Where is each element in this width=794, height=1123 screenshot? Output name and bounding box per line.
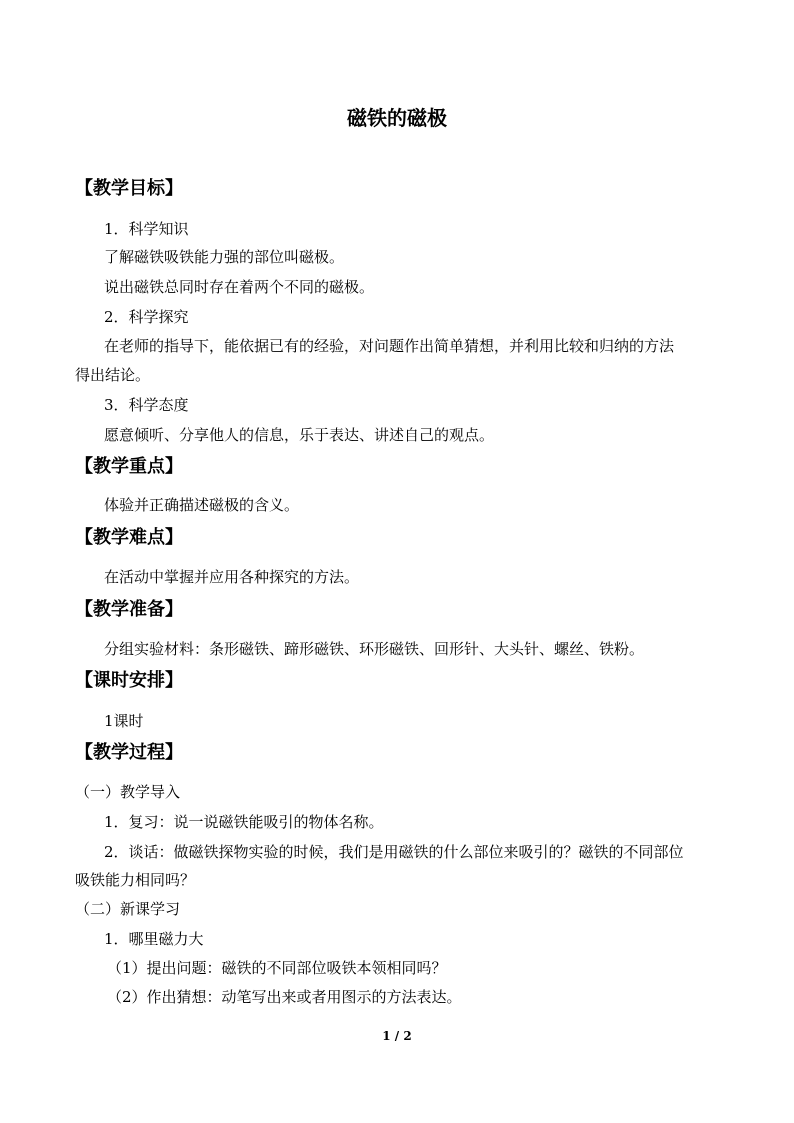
objective-inquiry-label: 2．科学探究 [104,308,189,326]
objective-knowledge-1: 了解磁铁吸铁能力强的部位叫磁极。 [104,248,345,266]
process-s2-sub-2: （2）作出猜想：动笔写出来或者用图示的方法表达。 [107,988,462,1006]
process-s2-item-1: 1．哪里磁力大 [104,930,204,948]
objective-knowledge-2: 说出磁铁总同时存在着两个不同的磁极。 [104,278,375,296]
process-s1-item-1: 1．复习：说一说磁铁能吸引的物体名称。 [104,813,384,831]
heading-schedule: 【课时安排】 [75,670,183,691]
objective-knowledge-label: 1．科学知识 [104,220,189,238]
heading-preparation: 【教学准备】 [75,599,183,620]
objective-attitude-1: 愿意倾听、分享他人的信息，乐于表达、讲述自己的观点。 [104,426,495,444]
page-number: 1 / 2 [382,1029,412,1043]
heading-difficulties: 【教学难点】 [75,527,183,548]
difficulties-text: 在活动中掌握并应用各种探究的方法。 [104,568,360,586]
objective-attitude-label: 3．科学态度 [104,396,189,414]
key-points-text: 体验并正确描述磁极的含义。 [104,496,300,514]
schedule-text: 1课时 [104,712,144,730]
heading-objectives: 【教学目标】 [75,178,183,199]
process-s1-item-2-line1: 2．谈话：做磁铁探物实验的时候，我们是用磁铁的什么部位来吸引的？磁铁的不同部位 [104,843,684,861]
objective-inquiry-line1: 在老师的指导下，能依据已有的经验，对问题作出简单猜想，并利用比较和归纳的方法 [104,337,675,355]
preparation-text: 分组实验材料：条形磁铁、蹄形磁铁、环形磁铁、回形针、大头针、螺丝、铁粉。 [104,640,645,658]
heading-key-points: 【教学重点】 [75,456,183,477]
objective-inquiry-line2: 得出结论。 [75,366,151,384]
process-section-2: （二）新课学习 [75,900,181,918]
process-section-1: （一）教学导入 [75,783,181,801]
process-s1-item-2-line2: 吸铁能力相同吗？ [75,871,196,889]
heading-process: 【教学过程】 [75,742,183,763]
document-title: 磁铁的磁极 [347,106,447,130]
process-s2-sub-1: （1）提出问题：磁铁的不同部位吸铁本领相同吗？ [107,959,447,977]
